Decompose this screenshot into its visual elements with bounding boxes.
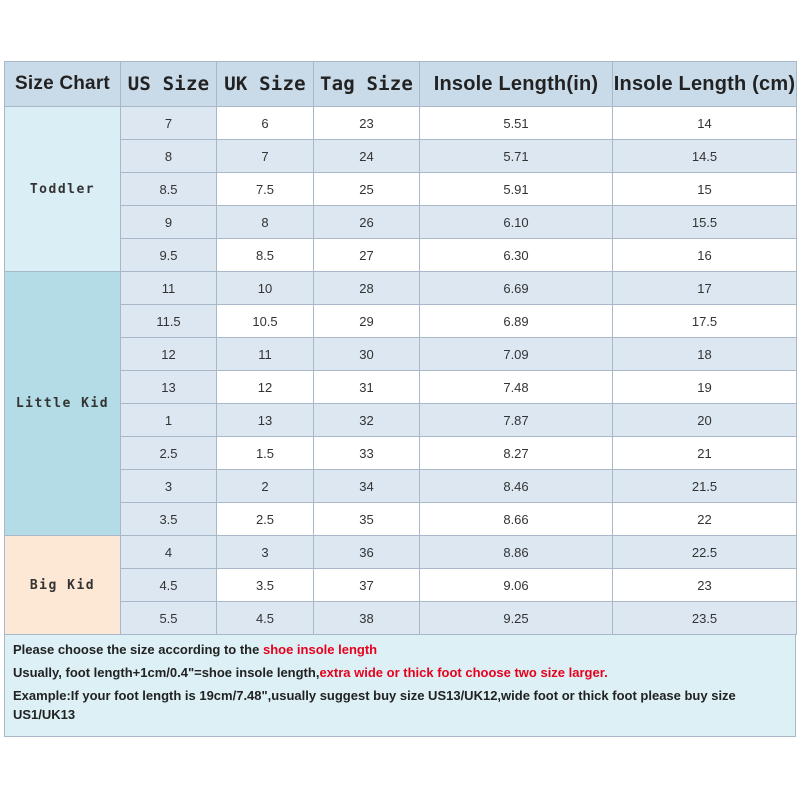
table-row xyxy=(5,206,797,239)
cell-uk-size: 10.5 xyxy=(217,305,314,338)
cell-uk-size: 7 xyxy=(217,140,314,173)
cell-insole-in: 7.87 xyxy=(420,404,613,437)
cell-us-size: 3 xyxy=(121,470,217,503)
cell-us-size: 9.5 xyxy=(121,239,217,272)
cell-insole-in: 8.66 xyxy=(420,503,613,536)
cell-insole-cm: 15.5 xyxy=(613,206,797,239)
cell-insole-cm: 16 xyxy=(613,239,797,272)
cell-tag-size: 25 xyxy=(314,173,420,206)
table-row xyxy=(5,173,797,206)
table-row xyxy=(5,107,797,140)
cell-tag-size: 37 xyxy=(314,569,420,602)
cell-uk-size: 3 xyxy=(217,536,314,569)
cell-insole-cm: 17.5 xyxy=(613,305,797,338)
cell-us-size: 2.5 xyxy=(121,437,217,470)
table-row xyxy=(5,536,797,569)
cell-insole-cm: 22 xyxy=(613,503,797,536)
note-1-highlight: shoe insole length xyxy=(262,642,378,657)
cell-us-size: 5.5 xyxy=(121,602,217,635)
cell-us-size: 3.5 xyxy=(121,503,217,536)
cell-insole-cm: 21.5 xyxy=(613,470,797,503)
table-row xyxy=(5,272,797,305)
table-row xyxy=(5,404,797,437)
table-row xyxy=(5,371,797,404)
cell-tag-size: 31 xyxy=(314,371,420,404)
table-row xyxy=(5,140,797,173)
cell-us-size: 11 xyxy=(121,272,217,305)
cell-us-size: 4 xyxy=(121,536,217,569)
cell-uk-size: 10 xyxy=(217,272,314,305)
cell-us-size: 4.5 xyxy=(121,569,217,602)
cell-uk-size: 1.5 xyxy=(217,437,314,470)
table-row xyxy=(5,569,797,602)
size-chart-body xyxy=(5,107,797,635)
cell-uk-size: 3.5 xyxy=(217,569,314,602)
cell-insole-cm: 14.5 xyxy=(613,140,797,173)
cell-us-size: 1 xyxy=(121,404,217,437)
cell-us-size: 8 xyxy=(121,140,217,173)
cell-insole-in: 8.27 xyxy=(420,437,613,470)
cell-insole-in: 5.91 xyxy=(420,173,613,206)
cell-insole-cm: 17 xyxy=(613,272,797,305)
cell-tag-size: 27 xyxy=(314,239,420,272)
header-size-chart: Size Chart xyxy=(5,62,121,107)
table-row xyxy=(5,437,797,470)
note-line-2 xyxy=(13,663,787,682)
header-insole-cm: Insole Length (cm) xyxy=(613,62,797,107)
note-2-text: Usually, foot length+1cm/0.4"=shoe insole length, xyxy=(13,665,320,680)
group-little-kid: Little Kid xyxy=(5,272,121,536)
cell-insole-in: 8.86 xyxy=(420,536,613,569)
cell-tag-size: 35 xyxy=(314,503,420,536)
cell-insole-in: 5.51 xyxy=(420,107,613,140)
cell-tag-size: 23 xyxy=(314,107,420,140)
cell-insole-in: 9.06 xyxy=(420,569,613,602)
cell-uk-size: 12 xyxy=(217,371,314,404)
cell-insole-in: 8.46 xyxy=(420,470,613,503)
group-big-kid: Big Kid xyxy=(5,536,121,635)
cell-uk-size: 4.5 xyxy=(217,602,314,635)
table-row xyxy=(5,470,797,503)
cell-insole-in: 6.10 xyxy=(420,206,613,239)
notes-panel xyxy=(4,635,796,737)
cell-insole-in: 6.89 xyxy=(420,305,613,338)
cell-us-size: 9 xyxy=(121,206,217,239)
cell-insole-cm: 20 xyxy=(613,404,797,437)
note-line-1 xyxy=(13,640,787,659)
cell-insole-cm: 15 xyxy=(613,173,797,206)
cell-us-size: 11.5 xyxy=(121,305,217,338)
cell-us-size: 8.5 xyxy=(121,173,217,206)
cell-insole-cm: 23.5 xyxy=(613,602,797,635)
cell-tag-size: 38 xyxy=(314,602,420,635)
cell-tag-size: 30 xyxy=(314,338,420,371)
table-row xyxy=(5,503,797,536)
cell-insole-cm: 14 xyxy=(613,107,797,140)
cell-tag-size: 36 xyxy=(314,536,420,569)
cell-insole-in: 5.71 xyxy=(420,140,613,173)
cell-tag-size: 26 xyxy=(314,206,420,239)
cell-uk-size: 13 xyxy=(217,404,314,437)
cell-tag-size: 33 xyxy=(314,437,420,470)
group-toddler: Toddler xyxy=(5,107,121,272)
cell-tag-size: 32 xyxy=(314,404,420,437)
cell-uk-size: 11 xyxy=(217,338,314,371)
table-row xyxy=(5,239,797,272)
table-row xyxy=(5,305,797,338)
size-chart-table xyxy=(4,61,797,635)
cell-insole-in: 7.09 xyxy=(420,338,613,371)
cell-insole-cm: 23 xyxy=(613,569,797,602)
cell-insole-in: 6.69 xyxy=(420,272,613,305)
note-2-highlight: extra wide or thick foot choose two size larger. xyxy=(319,665,608,680)
table-row xyxy=(5,602,797,635)
cell-us-size: 13 xyxy=(121,371,217,404)
note-line-3: Example:If your foot length is 19cm/7.48",usually suggest buy size US13/UK12,wide foot or thick foot please buy size US1/UK13 xyxy=(13,688,736,722)
cell-insole-in: 9.25 xyxy=(420,602,613,635)
header-tag-size: Tag Size xyxy=(314,62,420,107)
cell-tag-size: 29 xyxy=(314,305,420,338)
cell-tag-size: 24 xyxy=(314,140,420,173)
cell-uk-size: 7.5 xyxy=(217,173,314,206)
header-insole-in: Insole Length(in) xyxy=(420,62,613,107)
header-uk-size: UK Size xyxy=(217,62,314,107)
cell-insole-in: 6.30 xyxy=(420,239,613,272)
cell-insole-cm: 22.5 xyxy=(613,536,797,569)
cell-insole-cm: 21 xyxy=(613,437,797,470)
note-1-text: Please choose the size according to the xyxy=(13,642,263,657)
cell-us-size: 12 xyxy=(121,338,217,371)
cell-insole-in: 7.48 xyxy=(420,371,613,404)
cell-tag-size: 34 xyxy=(314,470,420,503)
size-chart-container xyxy=(4,61,796,737)
cell-insole-cm: 19 xyxy=(613,371,797,404)
table-row xyxy=(5,338,797,371)
cell-uk-size: 2 xyxy=(217,470,314,503)
cell-uk-size: 8.5 xyxy=(217,239,314,272)
cell-us-size: 7 xyxy=(121,107,217,140)
cell-tag-size: 28 xyxy=(314,272,420,305)
cell-uk-size: 6 xyxy=(217,107,314,140)
cell-uk-size: 8 xyxy=(217,206,314,239)
cell-insole-cm: 18 xyxy=(613,338,797,371)
cell-uk-size: 2.5 xyxy=(217,503,314,536)
header-row xyxy=(5,62,797,107)
header-us-size: US Size xyxy=(121,62,217,107)
